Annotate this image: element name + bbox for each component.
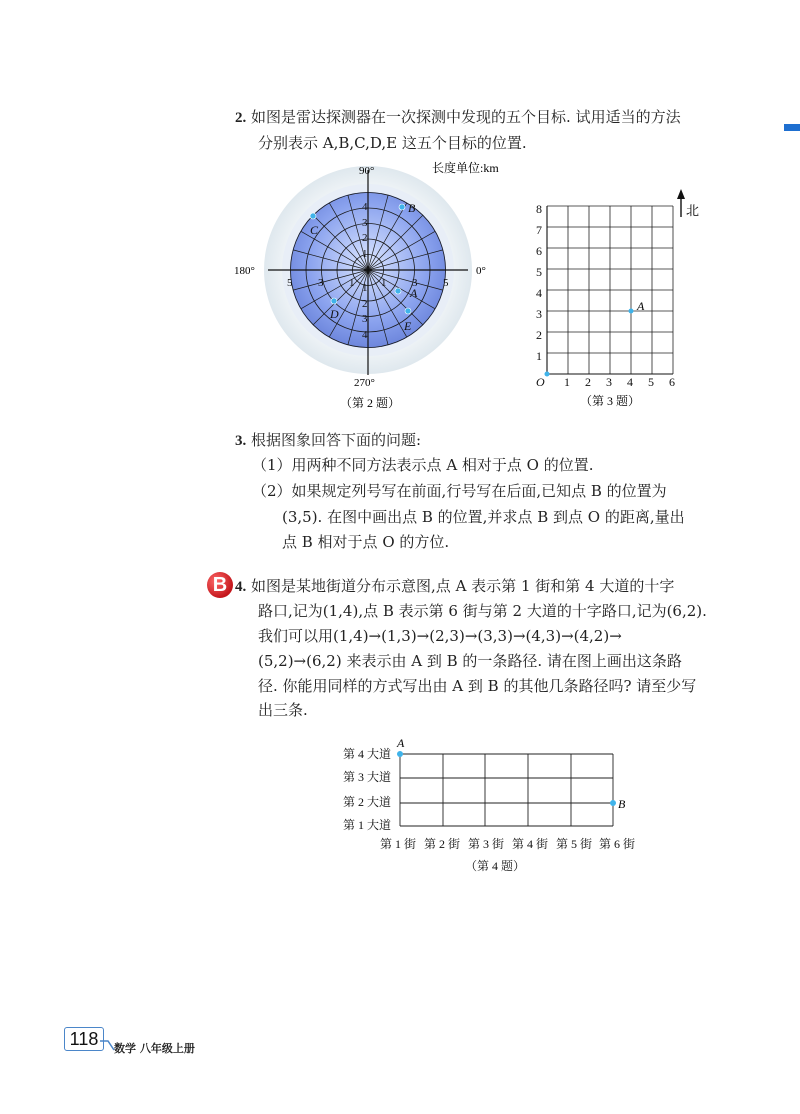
q4-number: 4. [235,579,247,595]
q3-part2-line2: (3,5). 在图中画出点 B 的位置,并求点 B 到点 O 的距离,量出 [282,508,685,526]
radar-label-c: C [310,223,319,237]
avenue-2-label: 第 2 大道 [343,795,392,809]
radar-target-b [399,204,405,210]
radar-angle-270: 270° [354,377,375,389]
grid3-y-tick-7: 7 [536,223,542,237]
radar-angle-0: 0° [476,265,486,277]
radar-target-c [310,213,316,219]
avenue-1-label: 第 1 大道 [343,818,392,832]
q2-text-1: 如图是雷达探测器在一次探测中发现的五个目标. 试用适当的方法 [251,108,681,126]
ring-label-right-5: 5 [443,277,449,289]
grid3-caption: （第 3 题） [580,394,641,408]
grid3-x-tick-4: 4 [627,375,633,389]
radar-unit-label: 长度单位:km [432,161,499,175]
q2-text-2: 分别表示 A,B,C,D,E 这五个目标的位置. [258,134,527,152]
radar-target-d [331,298,337,304]
grid3-y-tick-4: 4 [536,286,542,300]
q4-text-1: 如图是某地街道分布示意图,点 A 表示第 1 街和第 4 大道的十字 [251,577,675,595]
radar-angle-180: 180° [234,265,255,277]
ring-label-down-4: 4 [362,329,368,341]
radar-label-b: B [408,201,416,215]
q2-number: 2. [235,110,247,126]
radar-target-e [405,308,411,314]
street-1-label: 第 1 街 [380,837,417,851]
ring-label-right-3: 3 [412,277,418,289]
chapter-tab-marker [784,124,800,131]
q4-text-6: 出三条. [258,701,308,719]
radar-figure [234,160,510,415]
book-title: 数学 八年级上册 [114,1042,195,1055]
grid3-x-tick-3: 3 [606,375,612,389]
q3-number: 3. [235,433,247,449]
page-number: 118 [64,1027,104,1051]
grid3-y-tick-8: 8 [536,202,542,216]
ring-label-down-3: 3 [362,313,368,325]
street-point-b [610,800,616,806]
street-4-label: 第 4 街 [512,837,549,851]
grid3-y-tick-5: 5 [536,265,542,279]
street-5-label: 第 5 街 [556,837,593,851]
grid3-x-tick-1: 1 [564,375,570,389]
radar-label-e: E [404,319,412,333]
grid3-lines [547,206,673,374]
north-arrow-head-icon [677,189,685,199]
radar-target-a [395,288,401,294]
ring-label-left-1: 1 [349,277,355,289]
street-3-label: 第 3 街 [468,837,505,851]
ring-label-left-3: 3 [318,277,324,289]
north-label: 北 [686,203,700,218]
street-2-label: 第 2 街 [424,837,461,851]
q3-part2-line3: 点 B 相对于点 O 的方位. [282,533,450,551]
street-grid [400,754,613,826]
ring-label-left-5: 5 [287,277,293,289]
ring-label-right-1: 1 [381,277,387,289]
grid3-y-tick-6: 6 [536,244,542,258]
grid3-y-tick-1: 1 [536,349,542,363]
street-6-label: 第 6 街 [599,837,636,851]
q2-line1 [235,105,681,130]
ring-label-up-3: 3 [362,217,368,229]
q3-header [235,428,421,453]
grid3-y-tick-3: 3 [536,307,542,321]
grid3-point-a [629,309,634,314]
grid3-point-a-label: A [637,299,645,313]
avenue-3-label: 第 3 大道 [343,770,392,784]
ring-label-down-1: 1 [362,282,368,294]
street-map-figure [335,734,655,884]
grid3-figure [528,185,708,415]
street-point-b-label: B [618,797,626,811]
grid3-x-tick-2: 2 [585,375,591,389]
avenue-4-label: 第 4 大道 [343,747,392,761]
grid3-x-tick-5: 5 [648,375,654,389]
q3-part1: （1）用两种不同方法表示点 A 相对于点 O 的位置. [252,456,594,474]
grid3-x-tick-6: 6 [669,375,675,389]
q4-text-2: 路口,记为(1,4),点 B 表示第 6 街与第 2 大道的十字路口,记为(6,2). [258,602,707,620]
q4-text-5: 径. 你能用同样的方式写出由 A 到 B 的其他几条路径吗? 请至少写 [258,677,697,695]
street-point-a-label: A [397,736,405,750]
ring-label-up-1: 1 [362,248,368,260]
radar-label-a: A [410,286,418,300]
q4-text-3: 我们可以用(1,4)→(1,3)→(2,3)→(3,3)→(4,3)→(4,2)→ [258,627,622,645]
q4-line1 [235,574,674,599]
q3-part2-line1: （2）如果规定列号写在前面,行号写在后面,已知点 B 的位置为 [252,482,667,500]
q3-title: 根据图象回答下面的问题: [251,431,422,449]
q4-text-4: (5,2)→(6,2) 来表示由 A 到 B 的一条路径. 请在图上画出这条路 [258,652,682,670]
ring-label-up-4: 4 [362,201,368,213]
ring-label-up-2: 2 [362,232,368,244]
grid3-y-tick-2: 2 [536,328,542,342]
street-caption: （第 4 题） [465,859,526,873]
radar-angle-90: 90° [359,165,375,177]
radar-caption: （第 2 题） [340,396,401,410]
street-point-a [397,751,403,757]
grid3-origin-point [545,372,550,377]
radar-label-d: D [330,307,339,321]
grid3-origin-label: O [536,375,545,389]
ring-label-down-2: 2 [362,298,368,310]
level-b-badge: B [207,572,233,598]
